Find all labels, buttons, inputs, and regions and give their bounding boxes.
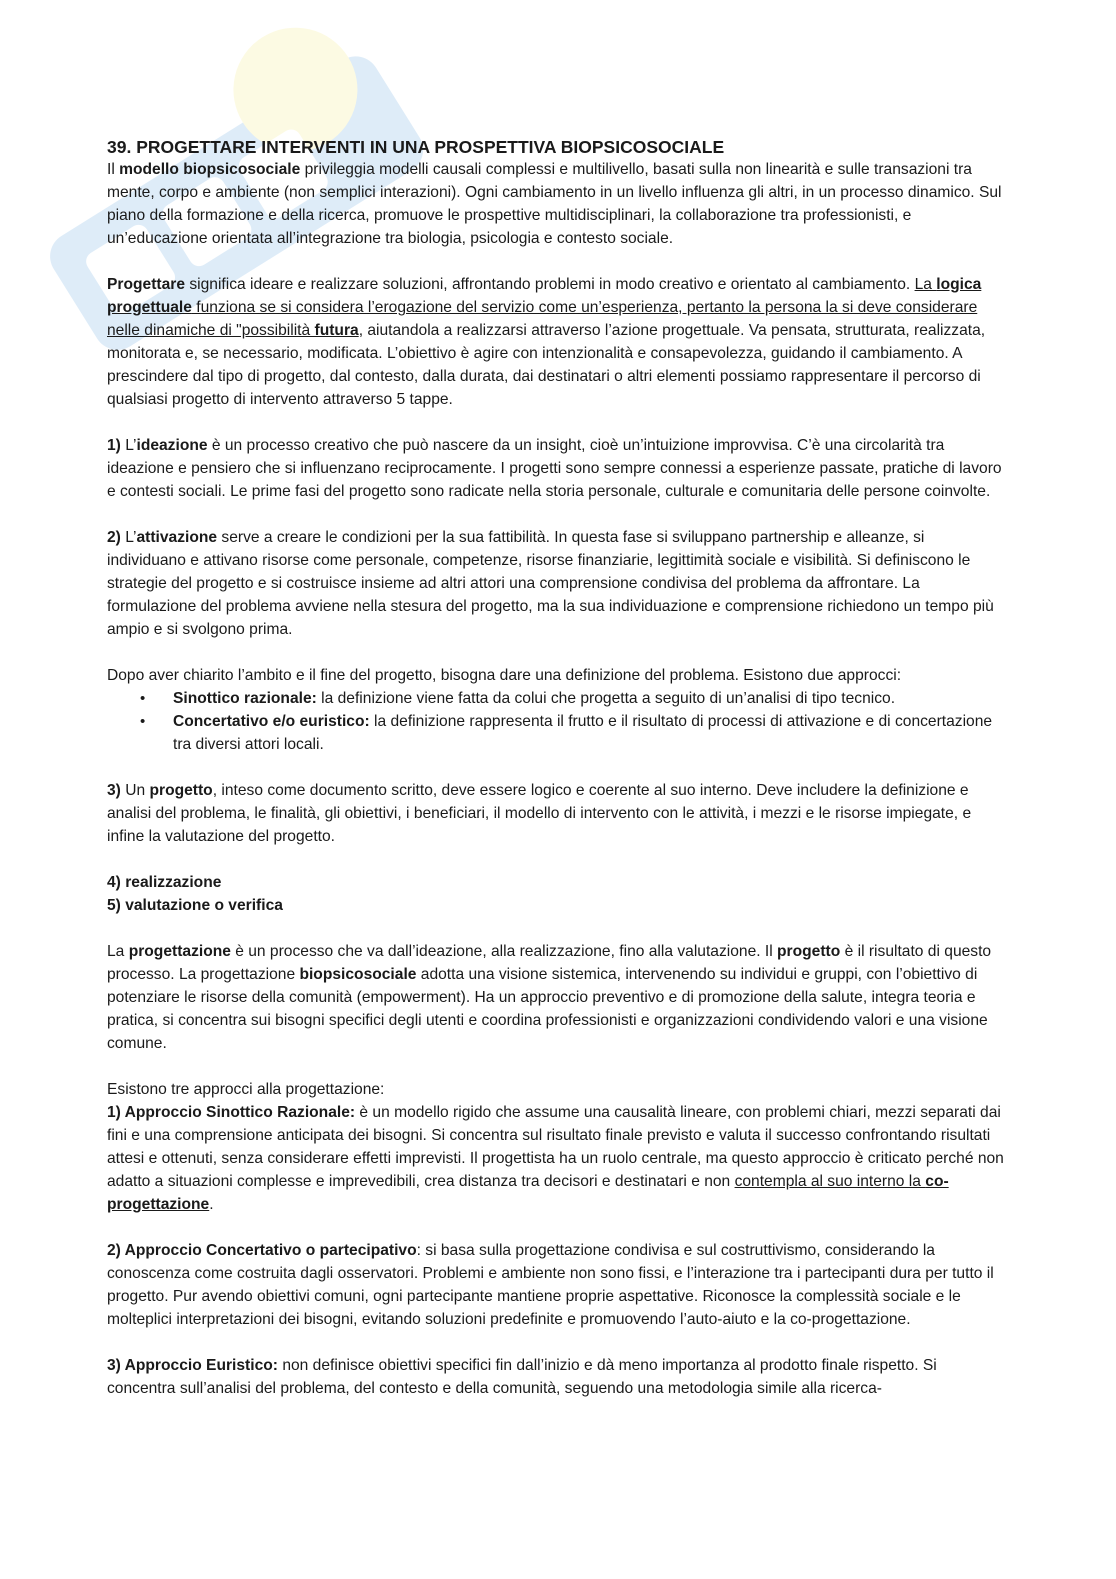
bullet-icon: •: [140, 690, 146, 707]
step-realizzazione: 4) realizzazione: [107, 874, 222, 891]
paragraph-ideazione: 1) L’ideazione è un processo creativo che può nascere da un insight, cioè un’intuizione improvvisa. C’è una circolarità tra ideazione e pensiero che si influenzano reciprocamente. I progetti sono sempre connessi a esperienze passate, pratiche di lavoro e contesti sociali. Le prime fasi del progetto sono radicate nella storia personale, culturale e comunitaria delle persone coinvolte.: [107, 437, 1002, 500]
paragraph-intro: Il modello biopsicosociale privileggia modelli causali complessi e multilivello, basati sulla non linearità e sulle transazioni tra mente, corpo e ambiente (non semplici interazioni). Ogni cambiamento in un livello influenza gli altri, in un processo dinamico. Sul piano della formazione e della ricerca, promuove le prospettive multidisciplinari, la collaborazione tra professionisti, e un’educazione orientata all’integrazione tra biologia, psicologia e contesto sociale.: [107, 161, 1002, 247]
step-valutazione: 5) valutazione o verifica: [107, 897, 283, 914]
paragraph-definizione: Dopo aver chiarito l’ambito e il fine del progetto, bisogna dare una definizione del problema. Esistono due approcci:: [107, 667, 902, 684]
list-item: • Concertativo e/o euristico: la definizione rappresenta il frutto e il risultato di processi di attivazione e di concertazione tra diversi attori locali.: [107, 710, 1007, 756]
paragraph-euristico: 3) Approccio Euristico: non definisce obiettivi specifici fin dall’inizio e dà meno importanza al prodotto finale rispetto. Si concentra sull’analisi del problema, del contesto e della comunità, seguendo una metodologia simile alla ricerca-: [107, 1357, 937, 1397]
bullet-icon: •: [140, 713, 146, 730]
paragraph-progetto: 3) Un progetto, inteso come documento scritto, deve essere logico e coerente al suo interno. Deve includere la definizione e analisi del problema, le finalità, gli obiettivi, i beneficiari, il modello di intervento con le attività, i mezzi e le risorse impiegate, e infine la valutazione del progetto.: [107, 782, 972, 845]
paragraph-progettazione: La progettazione è un processo che va dall’ideazione, alla realizzazione, fino alla valutazione. Il progetto è il risultato di questo processo. La progettazione biopsicosociale adotta una visione sistemica, intervenendo su individui e gruppi, con l’obiettivo di potenziare le risorse della comunità (empowerment). Ha un approccio preventivo e di promozione della salute, integra teoria e pratica, si concentra sui bisogni specifici degli utenti e coordina professionisti e organizzazioni condividendo valori e una visione comune.: [107, 943, 992, 1052]
approach-bullet-list: [107, 687, 1007, 756]
page-title: 39. PROGETTARE INTERVENTI IN UNA PROSPETTIVA BIOPSICOSOCIALE: [107, 137, 725, 157]
paragraph-sinottico: 1) Approccio Sinottico Razionale: è un modello rigido che assume una causalità lineare, con problemi chiari, mezzi separati dai fini e una comprensione anticipata dei bisogni. Si concentra sul risultato finale previsto e valuta il successo confrontando risultati attesi e ottenuti, senza considerare effetti imprevisti. Il progettista ha un ruolo centrale, ma questo approccio è criticato perché non adatto a situazioni complesse e imprevedibili, crea distanza tra decisori e destinatari e non contempla al suo interno la co-progettazione.: [107, 1104, 1004, 1213]
paragraph-attivazione: 2) L’attivazione serve a creare le condizioni per la sua fattibilità. In questa fase si sviluppano partnership e alleanze, si individuano e attivano risorse come personale, competenze, risorse finanziarie, legittimità sociale e visibilità. Si definiscono le strategie del progetto e si costruisce insieme ad altri attori una comprensione condivisa del problema da affrontare. La formulazione del problema avviene nella stesura del progetto, ma la sua individuazione e comprensione richiedono un tempo più ampio e si svolgono prima.: [107, 529, 994, 638]
paragraph-concertativo: 2) Approccio Concertativo o partecipativo: si basa sulla progettazione condivisa e sul costruttivismo, considerando la conoscenza come costruita dagli osservatori. Problemi e ambiente non sono fissi, e l’interazione tra i partecipanti dura per tutto il progetto. Pur avendo obiettivi comuni, ogni partecipante mantiene proprie aspettative. Riconosce la complessità sociale e le molteplici interpretazioni dei bisogni, evitando soluzioni predefinite e promuovendo l’auto-aiuto e la co-progettazione.: [107, 1242, 994, 1328]
paragraph-progettare: Progettare significa ideare e realizzare soluzioni, affrontando problemi in modo creativo e orientato al cambiamento. La logica progettuale funziona se si considera l’erogazione del servizio come un’esperienza, pertanto la persona la si deve considerare nelle dinamiche di "possibilità futura, aiutandola a realizzarsi attraverso l’azione progettuale. Va pensata, strutturata, realizzata, monitorata e, se necessario, modificata. L’obiettivo è agire con intenzionalità e consapevolezza, guidando il cambiamento. A prescindere dal tipo di progetto, dal contesto, dalla durata, dai destinatari o altri elementi possiamo rappresentare il percorso di qualsiasi progetto di intervento attraverso 5 tappe.: [107, 276, 986, 408]
document-page: [107, 136, 1007, 1400]
paragraph-tre-approcci: Esistono tre approcci alla progettazione:: [107, 1081, 385, 1098]
list-item: • Sinottico razionale: la definizione viene fatta da colui che progetta a seguito di un’analisi di tipo tecnico.: [107, 687, 1007, 710]
